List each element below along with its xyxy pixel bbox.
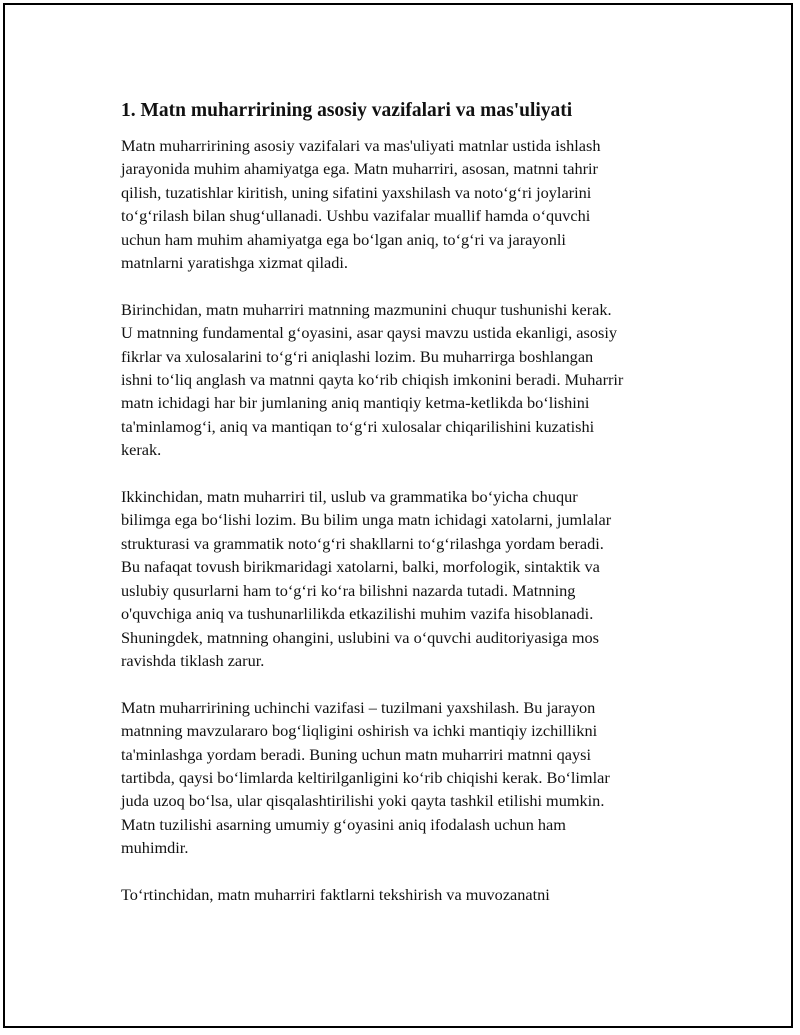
- paragraph-line: matnning mavzulararo bog‘liqligini oshirish va ichki mantiqiy izchillikni: [121, 721, 598, 741]
- paragraph-line: fikrlar va xulosalarini to‘g‘ri aniqlashi lozim. Bu muharrirga boshlangan: [121, 346, 594, 366]
- paragraph-line: ta'minlamog‘i, aniq va mantiqan to‘g‘ri xulosalar chiqarilishini kuzatishi: [121, 416, 595, 436]
- paragraph-line: Bu nafaqat tovush birikmaridagi xatolarni, balki, morfologik, sintaktik va: [121, 557, 600, 577]
- paragraph-line: To‘rtinchidan, matn muharriri faktlarni tekshirish va muvozanatni: [121, 884, 550, 904]
- paragraph-line: strukturasi va grammatik noto‘g‘ri shakllarni to‘g‘rilashga yordam beradi.: [121, 533, 604, 553]
- paragraph-line: Matn muharririning asosiy vazifalari va mas'uliyati matnlar ustida ishlash: [121, 136, 601, 155]
- paragraph-line: uchun ham muhim ahamiyatga ega bo‘lgan aniq, to‘g‘ri va jarayonli: [121, 229, 566, 249]
- paragraph-line: qilish, tuzatishlar kiritish, uning sifatini yaxshilash va noto‘g‘ri joylarini: [121, 182, 592, 202]
- paragraph-line: jarayonida muhim ahamiyatga ega. Matn muharriri, asosan, matnni tahrir: [121, 159, 598, 179]
- page-frame: [3, 3, 793, 1028]
- paragraph-line: uslubiy qusurlarni ham to‘g‘ri ko‘ra bilishni nazarda tutadi. Matnning: [121, 580, 576, 600]
- paragraph-line: Matn muharririning uchinchi vazifasi – tuzilmani yaxshilash. Bu jarayon: [121, 697, 596, 717]
- paragraph-line: ta'minlashga yordam beradi. Buning uchun matn muharriri matnni qaysi: [121, 744, 592, 764]
- paragraph-line: U matnning fundamental g‘oyasini, asar qaysi mavzu ustida ekanligi, asosiy: [121, 323, 618, 343]
- paragraph-line: Birinchidan, matn muharriri matnning mazmunini chuqur tushunishi kerak.: [121, 299, 612, 319]
- paragraph-line: matn ichidagi har bir jumlaning aniq mantiqiy ketma-ketlikda bo‘lishini: [121, 393, 590, 413]
- paragraph: [121, 883, 693, 906]
- paragraph-line: Ikkinchidan, matn muharriri til, uslub va grammatika bo‘yicha chuqur: [121, 487, 578, 507]
- section-heading: 1. Matn muharririning asosiy vazifalari va mas'uliyati: [121, 100, 573, 121]
- paragraph-line: ishni to‘liq anglash va matnni qayta ko‘rib chiqish imkonini beradi. Muharrir: [121, 370, 624, 390]
- paragraph-line: matnlarni yaratishga xizmat qiladi.: [121, 253, 348, 273]
- paragraph-line: to‘g‘rilash bilan shug‘ullanadi. Ushbu vazifalar muallif hamda o‘quvchi: [121, 206, 591, 226]
- paragraph: [121, 134, 693, 274]
- paragraph-line: Matn tuzilishi asarning umumiy g‘oyasini aniq ifodalash uchun ham: [121, 814, 566, 834]
- paragraph-line: tartibda, qaysi bo‘limlarda keltirilganligini ko‘rib chiqishi kerak. Bo‘limlar: [121, 767, 610, 787]
- paragraph: [121, 696, 693, 860]
- paragraph-line: Shuningdek, matnning ohangini, uslubini va o‘quvchi auditoriyasiga mos: [121, 627, 599, 647]
- paragraph-line: kerak.: [121, 440, 162, 460]
- paragraph: [121, 298, 693, 462]
- paragraphs-container: [121, 134, 693, 906]
- paragraph-line: juda uzoq bo‘lsa, ular qisqalashtirilishi yoki qayta tashkil etilishi mumkin.: [121, 791, 605, 811]
- document-body: [121, 98, 693, 930]
- paragraph-line: ravishda tiklash zarur.: [121, 650, 265, 670]
- paragraph: [121, 485, 693, 672]
- paragraph-line: bilimga ega bo‘lishi lozim. Bu bilim unga matn ichidagi xatolarni, jumlalar: [121, 510, 612, 530]
- paragraph-line: o'quvchiga aniq va tushunarlilikda etkazilishi muhim vazifa hisoblanadi.: [121, 604, 594, 624]
- paragraph-line: muhimdir.: [121, 838, 189, 858]
